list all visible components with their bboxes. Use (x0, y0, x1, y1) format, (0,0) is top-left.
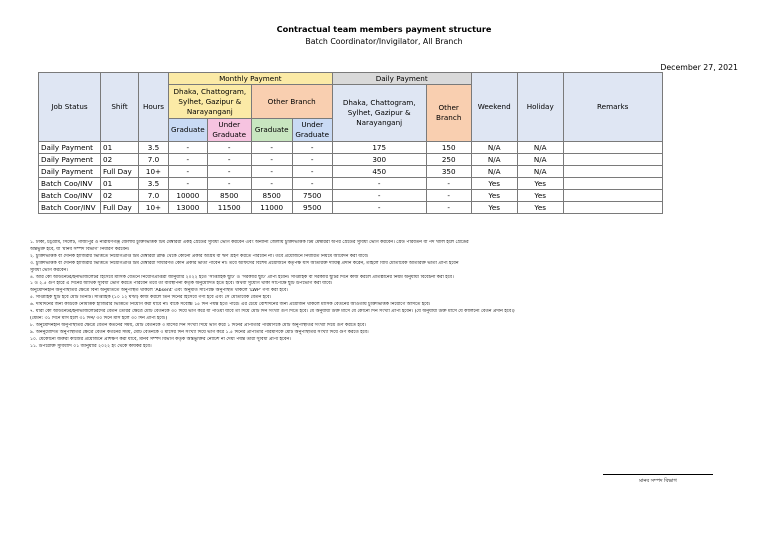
terms-notes (30, 240, 744, 351)
table-row (39, 202, 663, 214)
cell-shift: 01 (101, 142, 139, 154)
cell-d-dhaka: - (332, 178, 426, 190)
header-monthly-payment: Monthly Payment (169, 73, 333, 85)
cell-hours: 7.0 (139, 190, 169, 202)
cell-holiday: N/A (517, 166, 563, 178)
cell-shift: 02 (101, 154, 139, 166)
cell-weekend: N/A (471, 154, 517, 166)
cell-holiday: Yes (517, 202, 563, 214)
document-subtitle: Batch Coordinator/Invigilator, All Branch (305, 37, 463, 46)
header-monthly-other-branch: Other Branch (251, 85, 332, 119)
cell-holiday: N/A (517, 142, 563, 154)
cell-job: Batch Coo/INV (39, 190, 101, 202)
cell-d-other: 350 (426, 166, 471, 178)
cell-m-dhaka-grad: - (169, 166, 208, 178)
header-under-graduate: Under Graduate (207, 119, 251, 142)
note-line: ৯. অননুমোদিত অনুপস্থিতির ক্ষেত্রে বেতন কর্তনের সময়, মোট বেতনকে ৩ মাসের দিন সংখ্যা দিয়ে ভাগ করে ১.৫ দিনের প্রাপ্যতার পরিমাণকে মোট অনুপস্থিতির সংখ্যা দিয়ে গুণ করতে হবে। (30, 329, 369, 335)
note-line: ১ ও ২.৫ গুণ হারে এ দিনের আর্থিক সুবিধা ভোগ করতে পারবেন তবে তা ব্যবস্থাপনা কর্তৃক অনুমোদিত হতে হবে। অথবা সুযোগ থাকা সাপেক্ষে ছুটি উপভোগ করা যাবে। (30, 281, 333, 287)
cell-m-other-grad: - (251, 178, 292, 190)
cell-job: Batch Coor/INV (39, 202, 101, 214)
cell-d-other: 150 (426, 142, 471, 154)
header-monthly-dhaka-group: Dhaka, Chattogram, Sylhet, Gazipur & Narayanganj (169, 85, 252, 119)
cell-m-dhaka-grad: - (169, 178, 208, 190)
document-title: Contractual team members payment structure (276, 24, 492, 34)
cell-d-dhaka: - (332, 190, 426, 202)
header-shift: Shift (101, 73, 139, 142)
cell-weekend: Yes (471, 178, 517, 190)
cell-d-dhaka: 300 (332, 154, 426, 166)
cell-m-dhaka-ug: - (207, 142, 251, 154)
cell-hours: 10+ (139, 166, 169, 178)
cell-m-other-grad: - (251, 142, 292, 154)
cell-m-other-ug: - (292, 154, 332, 166)
cell-m-dhaka-ug: - (207, 178, 251, 190)
cell-holiday: Yes (517, 190, 563, 202)
header-daily-other-branch: Other Branch (426, 85, 471, 142)
cell-remarks (563, 202, 662, 214)
cell-m-other-grad: 8500 (251, 190, 292, 202)
note-line: ১০. যেকোনো জরুরী কাজের প্রয়োজনে প্রশিক্ষণ করা যাবে, মানব সম্পদ বিভাগ কর্তৃক অন্তর্ভুক্তির নোটিশ না দেয়া পর্যন্ত তারা সুবিধা প্রাপ্য হবেন। (30, 336, 291, 342)
header-graduate: Graduate (251, 119, 292, 142)
document-date: December 27, 2021 (660, 63, 738, 72)
note-line: ৫. সাপ্তাহিক ছুটি হবে মোট তিনটি। সাপ্তাহিক (১০ ১২ ঘণ্টা) কাজ করলে তিন দিনের হিসেবে গণ্য হবে এবং সে মোতাবেক বেতন হবে। (30, 295, 272, 301)
cell-weekend: N/A (471, 142, 517, 154)
cell-shift: 01 (101, 178, 139, 190)
table-row (39, 190, 663, 202)
note-line: (যেমন: ৩১ দিনে মাস হলে ৩১ দিন/ ৩০ দিনে মাস হলে ৩০ দিন প্রাপ্য হবে।) (30, 315, 168, 321)
cell-d-other: 250 (426, 154, 471, 166)
note-line: ৬. দীর্ঘদিনের জন্য কাউকে নৈমিত্তিক হাজিরার ভিত্তিতে নিয়োগ করা যাবে না। বাকে সর্বোচ্চ ১৫ দিন পর্যন্ত হতে পারে। এর চেয়ে বেশিদিনের জন্য প্রয়োজন থাকলে মাসিক বেতনের আওতায় চুক্তিভিত্তিক নিয়োগে আসতে হবে। (30, 302, 431, 308)
note-line: ৩. চুক্তিভিত্তিক বা দৈনিক হাজিরার ভিত্তিতে নিয়োগপ্রাপ্ত টিম মেম্বাররা সাধারণত কোন প্রকার ভাতা পাবেন না। তবে অফিসের বিশেষ প্রয়োজনে কর্তৃপক্ষ যদি অতিরিক্ত দায়িত্ব প্রদান করেন, তাহলে বিধি মোতাবেক অতিরিক্ত ভাতা প্রাপ্য হবেন (30, 260, 459, 266)
cell-m-other-ug: - (292, 166, 332, 178)
note-line: ৭. যারা কো অর্ডিনেটর/ইনভিজিলেটরদের বেতন তৈরির ক্ষেত্রে মোট বেতনকে ৩০ দিয়ে ভাগ করে যা পাওয়া যাবে তা দিয়ে মোট দিন সংখ্যা গুণ দিতে হবে। যে অনুযায়ী উক্ত মাসে যে কোনো দিন সংখ্যা প্রাপ্য হবেন। (যে অনুযায়ী উক্ত মাসে যে কালিন্যে বেতন প্রদান হবে।) (30, 309, 515, 315)
cell-m-dhaka-ug: 8500 (207, 190, 251, 202)
cell-m-dhaka-ug: - (207, 166, 251, 178)
header-graduate: Graduate (169, 119, 208, 142)
cell-hours: 10+ (139, 202, 169, 214)
cell-hours: 3.5 (139, 178, 169, 190)
header-under-graduate: Under Graduate (292, 119, 332, 142)
cell-holiday: Yes (517, 178, 563, 190)
cell-m-dhaka-ug: - (207, 154, 251, 166)
cell-shift: 02 (101, 190, 139, 202)
note-line: অন্তর্ভুক্ত হবে, যা 'মানব সম্পদ বিভাগ' নির্ধারণ করবেন। (30, 246, 130, 252)
cell-job: Daily Payment (39, 142, 101, 154)
header-job-status: Job Status (39, 73, 101, 142)
cell-d-dhaka: 450 (332, 166, 426, 178)
cell-hours: 7.0 (139, 154, 169, 166)
cell-m-dhaka-grad: - (169, 142, 208, 154)
cell-m-other-ug: - (292, 142, 332, 154)
cell-remarks (563, 142, 662, 154)
cell-job: Daily Payment (39, 166, 101, 178)
cell-remarks (563, 178, 662, 190)
signature-line (603, 474, 713, 475)
cell-weekend: N/A (471, 166, 517, 178)
note-line: ১১. উপরোক্ত সুবিধাদি ০১ জানুয়ারি ২০২২ ইং থেকে কার্যকর হবে। (30, 343, 152, 349)
cell-m-other-ug: 9500 (292, 202, 332, 214)
cell-d-other: - (426, 190, 471, 202)
cell-job: Batch Coo/INV (39, 178, 101, 190)
cell-m-dhaka-ug: 11500 (207, 202, 251, 214)
header-remarks: Remarks (563, 73, 662, 142)
table-row (39, 142, 663, 154)
cell-m-dhaka-grad: 13000 (169, 202, 208, 214)
cell-shift: Full Day (101, 202, 139, 214)
table-row (39, 178, 663, 190)
cell-d-other: - (426, 202, 471, 214)
note-line: ৮. অনুমোদনহীন অনুপস্থিতির ক্ষেত্রে বেতন কর্তনের সময়, মোট বেতনকে ৩ মাসের দিন সংখ্যা দিয়ে ভাগ করে ১ দিনের প্রাপ্যতার পরিমাণকে মোট অনুপস্থিতির সংখ্যা দিয়ে গুণ করতে হবে। (30, 322, 366, 328)
note-line: ৪. আর কো অর্ডিনেটর/ইনভিজিলেটর হিসেবে মাসিক বেতনে নিয়োগপ্রাপ্তরা জানুয়ারি ২০২২ হতে 'সাপ্তাহিক ছুটি' ও 'সরকারি ছুটি' প্রাপ্য হবেন। সাপ্তাহিক বা সরকারি ছুটির দিনে কাজ করলে প্রতিষ্ঠানের নিয়ম অনুযায়ী বিবেচনা করা হবে। (30, 274, 454, 280)
header-holiday: Holiday (517, 73, 563, 142)
header-daily-payment: Daily Payment (332, 73, 471, 85)
cell-m-other-grad: - (251, 154, 292, 166)
cell-weekend: Yes (471, 190, 517, 202)
cell-shift: Full Day (101, 166, 139, 178)
table-row (39, 166, 663, 178)
cell-d-other: - (426, 178, 471, 190)
note-line: ১. ঢাকা, চট্টগ্রাম, সিলেট, গাজীপুর ও নারায়ণগঞ্জ জেলায় চুক্তিভিত্তিক টিম মেম্বাররা একই গ্রেডের সুবিধা ভোগ করবেন এবং অন্যান্য জেলায় চুক্তিভিত্তিক টিম মেম্বাররা অপর গ্রেডের সুবিধা ভোগ করবেন। গ্রেড পরিবর্তন বা পদ খালি হলে গ্রেডের (30, 240, 469, 245)
cell-weekend: Yes (471, 202, 517, 214)
header-hours: Hours (139, 73, 169, 142)
payment-table (38, 72, 663, 214)
cell-remarks (563, 166, 662, 178)
header-weekend: Weekend (471, 73, 517, 142)
cell-m-other-grad: 11000 (251, 202, 292, 214)
cell-d-dhaka: - (332, 202, 426, 214)
cell-remarks (563, 190, 662, 202)
cell-job: Daily Payment (39, 154, 101, 166)
cell-hours: 3.5 (139, 142, 169, 154)
table-row (39, 154, 663, 166)
cell-m-other-ug: - (292, 178, 332, 190)
cell-m-dhaka-grad: - (169, 154, 208, 166)
note-line: অনুমোদনহীন অনুপস্থিতির ক্ষেত্রে বিনা অনুমতিতে অনুপস্থিত থাকলে 'Absent' এবং অনুমতি সাপেক্ষে অনুপস্থিত থাকলে 'LWP' গণ্য করা হবে। (30, 288, 288, 294)
note-line: সুবিধা ভোগ করবেন। (30, 267, 68, 273)
cell-remarks (563, 154, 662, 166)
cell-holiday: N/A (517, 154, 563, 166)
cell-m-other-grad: - (251, 166, 292, 178)
cell-m-other-ug: 7500 (292, 190, 332, 202)
signature-label: মানব সম্পদ বিভাগ (639, 478, 677, 484)
header-daily-dhaka-group: Dhaka, Chattogram, Sylhet, Gazipur & Narayanganj (332, 85, 426, 142)
note-line: ২. চুক্তিভিত্তিক বা দৈনিক হাজিরার ভিত্তিতে নিয়োগপ্রাপ্ত টিম মেম্বাররা ব্রাঞ্চ থেকে কোনো প্রকার অগ্রিম বা ঋণ গ্রহণ করতে পারবেন না। তবে প্রয়োজনে নির্ধারিত নিয়মে আবেদন করা যাবে। (30, 253, 369, 259)
cell-m-dhaka-grad: 10000 (169, 190, 208, 202)
cell-d-dhaka: 175 (332, 142, 426, 154)
